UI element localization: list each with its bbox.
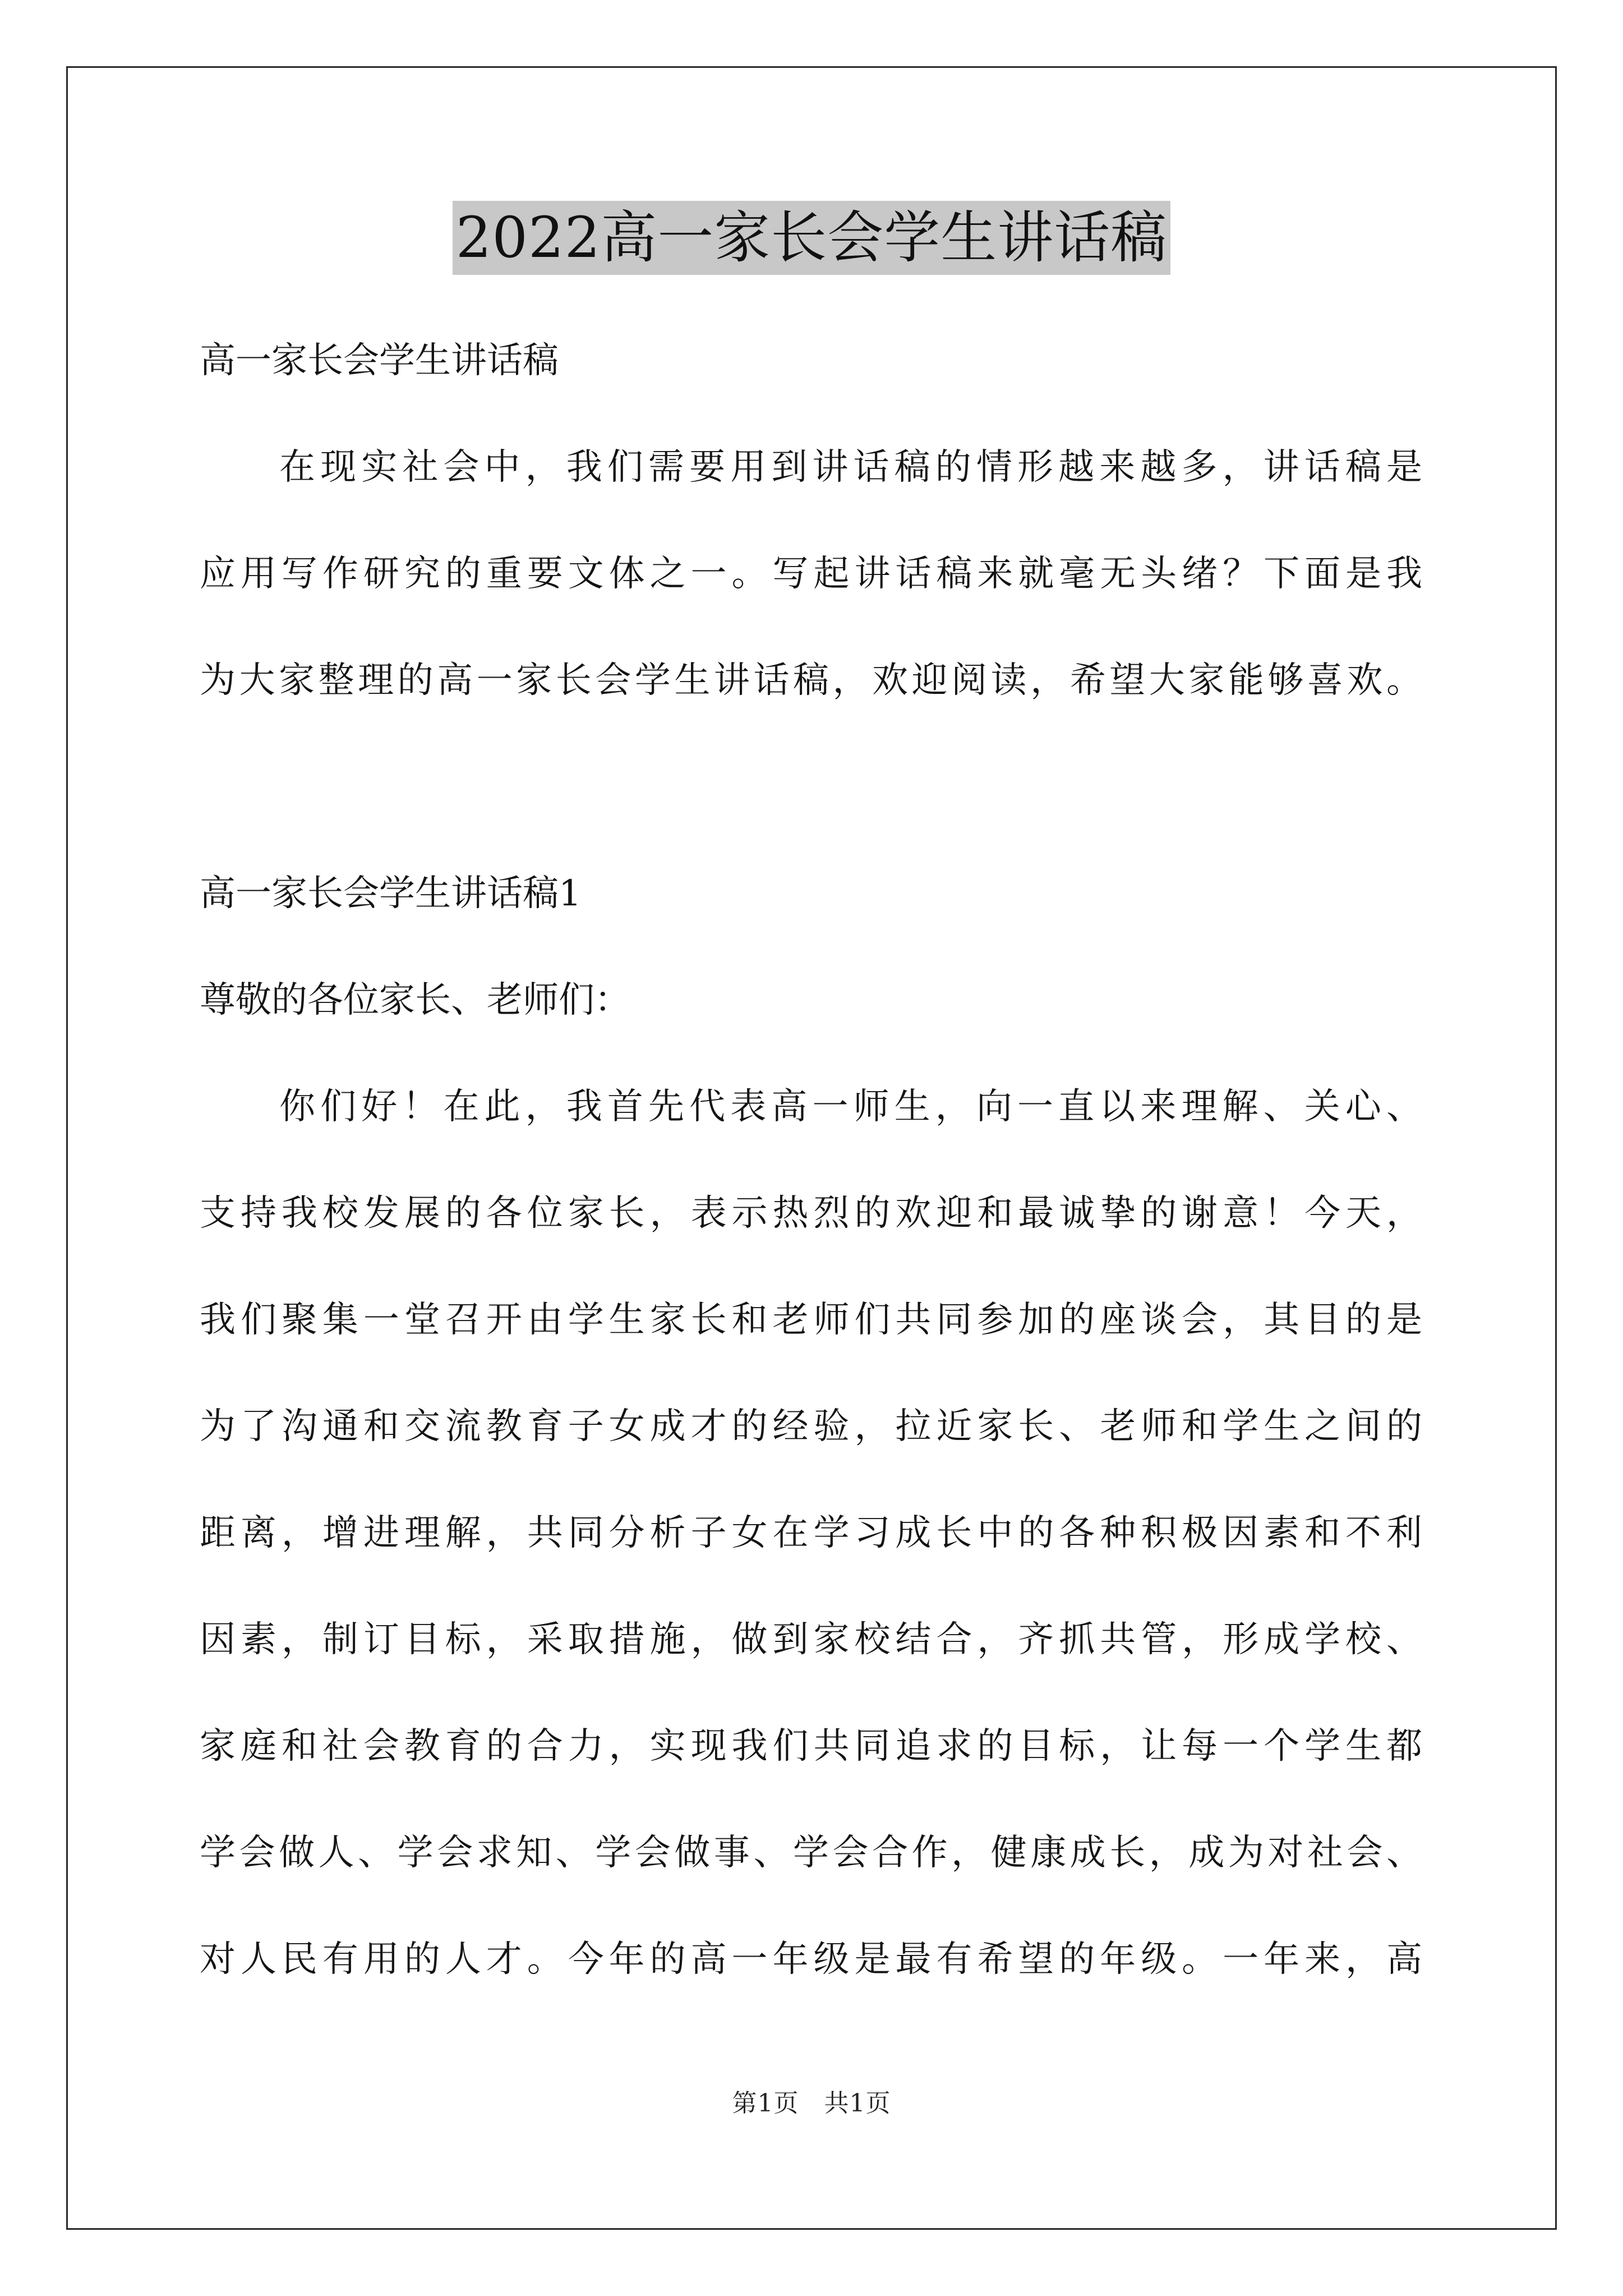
body-line-5: 距离，增进理解，共同分析子女在学习成长中的各种积极因素和不利 [200,1512,1422,1554]
document-heading: 高一家长会学生讲话稿 [200,340,559,381]
body-line-4: 为了沟通和交流教育子女成才的经验，拉近家长、老师和学生之间的 [200,1406,1422,1447]
section-heading: 高一家长会学生讲话稿1 [200,873,582,914]
document-body [200,307,1422,2013]
paragraph-gap [200,734,1422,840]
body-line-6: 因素，制订目标，采取措施，做到家校结合，齐抓共管，形成学校、 [200,1619,1422,1660]
intro-line-2: 应用写作研究的重要文体之一。写起讲话稿来就毫无头绪？下面是我 [200,553,1422,595]
body-line-2: 支持我校发展的各位家长，表示热烈的欢迎和最诚挚的谢意！今天， [200,1193,1422,1234]
page-footer: 第1页 共1页 [732,2089,891,2118]
title-container [0,201,1623,275]
intro-line-3: 为大家整理的高一家长会学生讲话稿，欢迎阅读，希望大家能够喜欢。 [200,660,1422,701]
body-line-7: 家庭和社会教育的合力，实现我们共同追求的目标，让每一个学生都 [200,1726,1422,1767]
intro-line-1: 在现实社会中，我们需要用到讲话稿的情形越来越多，讲话稿是 [279,447,1422,488]
body-line-1: 你们好！在此，我首先代表高一师生，向一直以来理解、关心、 [279,1086,1422,1128]
document-title: 2022高一家长会学生讲话稿 [453,201,1171,275]
body-line-3: 我们聚集一堂召开由学生家长和老师们共同参加的座谈会，其目的是 [200,1299,1422,1341]
salutation: 尊敬的各位家长、老师们： [200,979,630,1021]
body-line-9: 对人民有用的人才。今年的高一年级是最有希望的年级。一年来，高 [200,1939,1422,1980]
body-line-8: 学会做人、学会求知、学会做事、学会合作，健康成长，成为对社会、 [200,1832,1422,1874]
